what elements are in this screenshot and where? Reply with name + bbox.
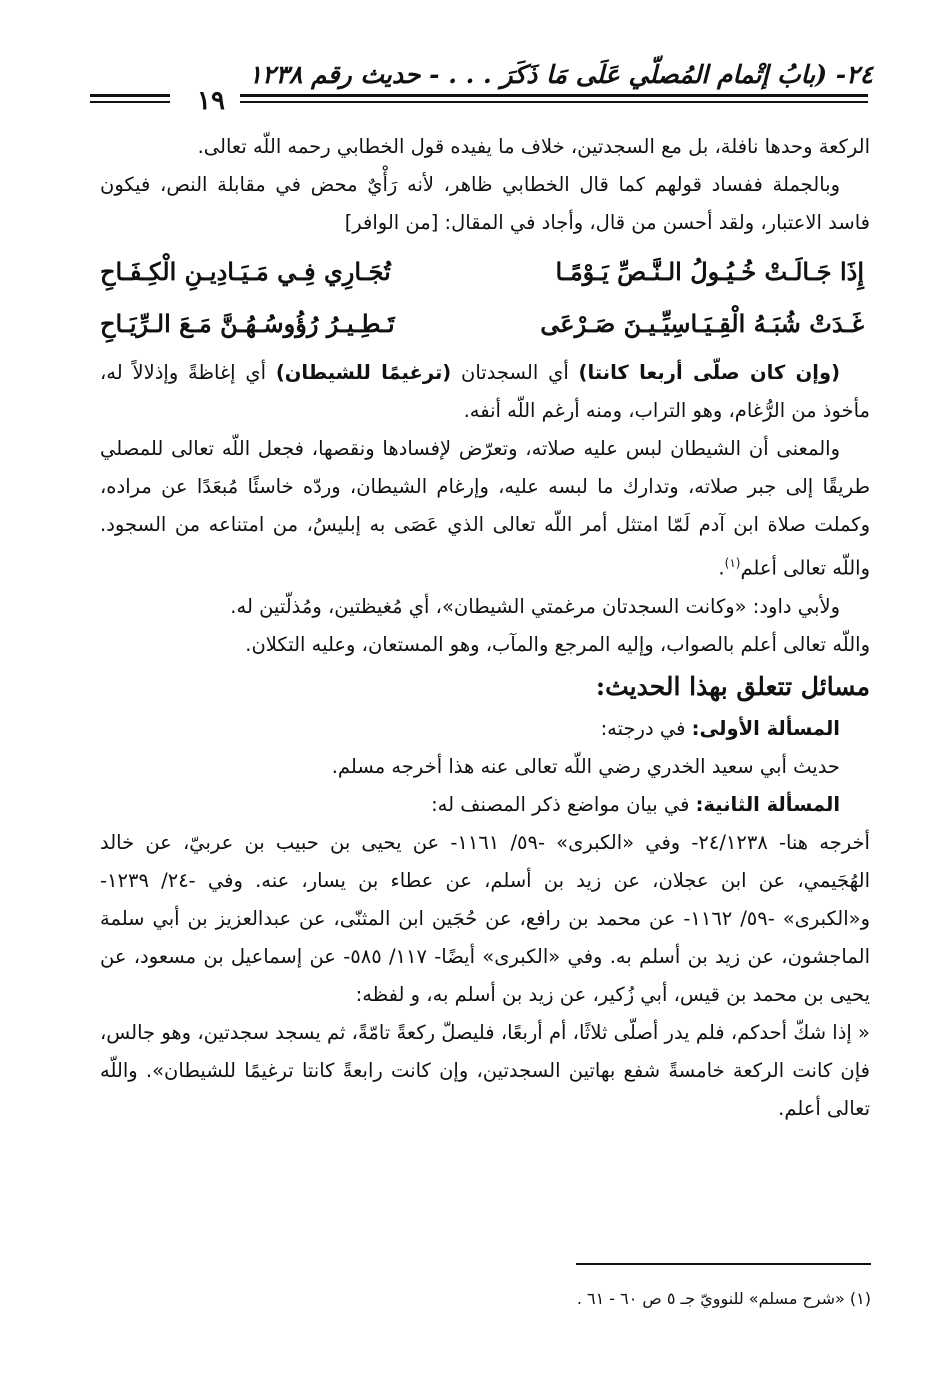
header-rule-bottom: [240, 101, 868, 103]
commentary-text: أي السجدتان: [451, 361, 579, 384]
paragraph: حديث أبي سعيد الخدري رضي اللّه تعالى عنه هذا أخرجه مسلم.: [331, 754, 840, 778]
issue-subject: في بيان مواضع ذكر المصنف له:: [431, 792, 696, 816]
verse-hemistich: غَـدَتْ شُبَـهُ الْقِـيَـاسِيِّـيـنَ صَـرْعَى: [540, 309, 864, 338]
page-number-rule-top: [90, 94, 170, 97]
hadith-quote: « إذا شكّ أحدكم، فلم يدر أصلّى ثلاثًا، أم أربعًا، فليصلّ ركعةً تامّةً، ثم يسجد سجدتين، وهو جالس، فإن كانت الركعة خامسةً شفع بهاتين السجدتين، وإن كانت رابعةً كانتا ترغيمًا للشيطان». واللّه تعالى أعلم.: [100, 1020, 870, 1120]
verse-hemistich: تَـطِـيـرُ رُؤُوسُـهُـنَّ مَـعَ الـرِّيَـاحِ: [100, 309, 395, 338]
paragraph-end: .: [718, 556, 725, 580]
page-number-rule-bottom: [90, 101, 170, 103]
page-number: ١٩: [197, 86, 225, 116]
issue-label: المسألة الثانية:: [695, 792, 840, 816]
issue-heading: [100, 786, 870, 824]
quoted-matn: (وإن كان صلّى أربعا كانتا): [578, 361, 841, 384]
section-heading: مسائل تتعلق بهذا الحديث:: [595, 671, 870, 701]
quoted-matn: (ترغيمًا للشيطان): [275, 361, 452, 384]
issue-subject: في درجته:: [600, 716, 692, 740]
footnote-marker[interactable]: (١): [724, 556, 741, 570]
paragraph: [100, 354, 870, 430]
verse-hemistich: إِذَا جَـالَـتْ خُـيُـولُ الـنَّـصِّ يَـوْمًـا: [555, 257, 864, 286]
paragraph: أخرجه هنا- ٢٤/١٢٣٨- وفي «الكبرى» -٥٩/ ١١٦١- عن يحيى بن حبيب بن عربيّ، عن خالد الهُجَيمي، عن ابن عجلان، عن زيد بن أسلم، عن عطاء بن يسار، عنه. وفي -٢٤/ ١٢٣٩- و«الكبرى» -٥٩/ ١١٦٢- عن محمد بن رافع، عن حُجَين ابن المثنّى، عن عبدالعزيز بن أبي سلمة الماجشون، عن زيد بن أسلم به. وفي «الكبرى» أيضًا- ١١٧/ ٥٨٥- عن إسماعيل بن مسعود، عن يحيى بن محمد بن قيس، أبي زُكير، عن زيد بن أسلم به، و لفظه:: [100, 830, 871, 1006]
issue-label: المسألة الأولى:: [691, 716, 840, 740]
commentary-text: أي إغاظةً وإذلالاً له، مأخوذ من الرُّغام، وهو التراب، ومنه أرغم اللّه أنفه.: [100, 361, 870, 422]
issue-heading: [100, 710, 870, 748]
footnote: (١) «شرح مسلم» للنوويّ جـ ٥ ص ٦٠ - ٦١ .: [576, 1289, 871, 1308]
paragraph: ولأبي داود: «وكانت السجدتان مرغمتي الشيطان»، أي مُغيظتين، ومُذلّتين له.: [230, 594, 840, 618]
poem-verse: [100, 246, 870, 298]
footnote-separator: [576, 1263, 871, 1265]
body-text: [100, 128, 870, 1128]
poem-verse: [100, 298, 870, 350]
header-rule-top: [240, 94, 868, 97]
paragraph: واللّه تعالى أعلم بالصواب، وإليه المرجع والمآب، وهو المستعان، وعليه التكلان.: [245, 632, 870, 656]
paragraph-text: والمعنى أن الشيطان لبس عليه صلاته، وتعرّض لإفسادها ونقصها، فجعل اللّه تعالى للمصلي طريقًا إلى جبر صلاته، وتدارك ما لبسه عليه، وإرغام الشيطان، وردّه خاسئًا مُبعَدًا عن مراده، وكملت صلاة ابن آدم لَمّا امتثل أمر اللّه تعالى الذي عَصَى به إبليسُ، من امتناعه من السجود. واللّه تعالى أعلم: [100, 437, 870, 580]
paragraph: [100, 430, 870, 588]
paragraph: الركعة وحدها نافلة، بل مع السجدتين، خلاف ما يفيده قول الخطابي رحمه اللّه تعالى.: [197, 135, 870, 158]
paragraph: وبالجملة ففساد قولهم كما قال الخطابي ظاهر، لأنه رَأْيٌ محض في مقابلة النص، فيكون فاسد الاعتبار، ولقد أحسن من قال، وأجاد في المقال: [من الوافر]: [100, 173, 870, 234]
poem: [100, 246, 870, 350]
running-header-title: ٢٤- (بابُ إتْمام المُصلّي عَلَى مَا ذَكَرَ . . . - حديث رقم ١٢٣٨: [248, 60, 873, 89]
verse-hemistich: تُجَـارِي فِـي مَـيَـادِيـنِ الْكِـفَـاحِ: [100, 257, 391, 286]
